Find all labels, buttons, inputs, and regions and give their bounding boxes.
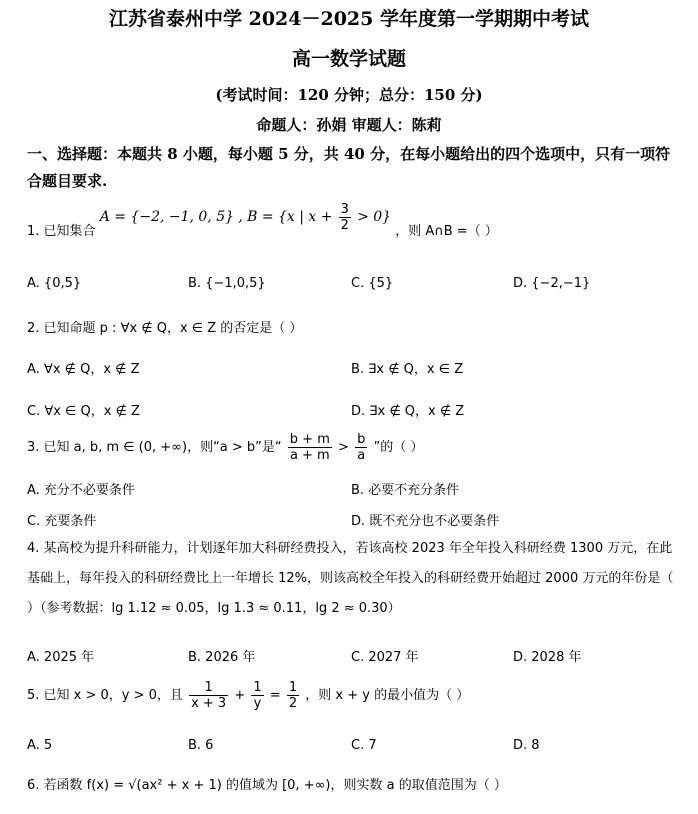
question-5-stem xyxy=(27,680,469,711)
q2-option-b: B. ∃x ∉ Q，x ∈ Z xyxy=(351,362,464,377)
question-4-stem: 4. 某高校为提升科研能力，计划逐年加大科研经费投入，若该高校 2023 年全年投入科研经费 1300 万元，在此基础上，每年投入的科研经费比上一年增长 12%，则该高校全年投入的科研经费开始超过 2000 万元的年份是（ ）（参考数据：lg 1.12 ≈ 0.05，lg 1.3 ≈ 0.11，lg 2 ≈ 0.30） xyxy=(27,541,674,616)
q1-prefix: 1. 已知集合 xyxy=(27,224,96,239)
q1-option-d: D. {−2,−1} xyxy=(513,276,591,291)
q1-set-b-rhs: > 0} xyxy=(357,209,392,225)
q1-option-a: A. {0,5} xyxy=(27,276,82,291)
q1-option-c: C. {5} xyxy=(351,276,394,291)
q5-option-c: C. 7 xyxy=(351,738,377,753)
q5-prefix: 5. 已知 x > 0，y > 0，且 xyxy=(27,688,183,703)
q4-option-c: C. 2027 年 xyxy=(351,650,419,665)
q3-frac2-den: a xyxy=(357,448,366,463)
exam-title: 江苏省泰州中学 2024－2025 学年度第一学期期中考试 xyxy=(109,8,589,30)
q5-plus: + xyxy=(234,688,246,703)
q1-frac-den: 2 xyxy=(340,218,349,233)
q5-fraction-2 xyxy=(251,680,263,711)
q5-f2-den: y xyxy=(253,696,262,711)
q5-option-d: D. 8 xyxy=(513,738,540,753)
q1-set-a: A = {−2, −1, 0, 5} xyxy=(99,209,235,225)
q1-set-b-lhs: , B = {x | x + xyxy=(238,209,333,225)
q3-option-a: A. 充分不必要条件 xyxy=(27,483,135,498)
q5-f2-num: 1 xyxy=(253,680,262,695)
q2-option-d: D. ∃x ∉ Q，x ∉ Z xyxy=(351,404,465,419)
exam-authors: 命题人：孙娟 审题人：陈莉 xyxy=(256,116,442,134)
question-1-stem xyxy=(27,202,498,247)
q3-gt: > xyxy=(338,440,349,455)
q1-frac-num: 3 xyxy=(340,202,349,217)
exam-subtitle: 高一数学试题 xyxy=(291,48,406,70)
q5-f3-num: 1 xyxy=(288,680,298,695)
question-2-stem: 2. 已知命题 p : ∀x ∉ Q，x ∈ Z 的否定是（ ） xyxy=(27,321,303,336)
q5-fraction-1 xyxy=(189,680,228,711)
q3-prefix: 3. 已知 a, b, m ∈ (0, +∞)，则“a > b”是“ xyxy=(27,440,282,455)
q5-f3-den: 2 xyxy=(288,696,298,711)
q4-option-b: B. 2026 年 xyxy=(188,650,256,665)
q3-option-d: D. 既不充分也不必要条件 xyxy=(351,514,500,529)
q3-option-b: B. 必要不充分条件 xyxy=(351,483,460,498)
q5-suffix: ，则 x + y 的最小值为（ ） xyxy=(305,688,470,703)
q1-option-b: B. {−1,0,5} xyxy=(188,276,266,291)
q2-option-c: C. ∀x ∈ Q，x ∉ Z xyxy=(27,404,140,419)
q4-option-a: A. 2025 年 xyxy=(27,650,95,665)
q1-suffix: ，则 A∩B =（ ） xyxy=(395,224,498,239)
q2-option-a: A. ∀x ∉ Q，x ∉ Z xyxy=(27,362,140,377)
q5-option-a: A. 5 xyxy=(27,738,53,753)
q3-frac1-den: a + m xyxy=(289,448,330,463)
question-6-stem: 6. 若函数 f(x) = √(ax² + x + 1) 的值域为 [0, +∞)，则实数 a 的取值范围为（ ） xyxy=(27,778,507,793)
exam-info: (考试时间：120 分钟；总分：150 分) xyxy=(215,86,483,104)
q5-option-b: B. 6 xyxy=(188,738,214,753)
q5-f1-num: 1 xyxy=(189,680,228,696)
q3-frac2-num: b xyxy=(357,432,366,447)
q3-fraction-2 xyxy=(355,432,367,463)
q5-fraction-3 xyxy=(287,680,299,711)
q3-fraction-1 xyxy=(288,432,332,463)
q3-suffix: ”的（ ） xyxy=(373,440,424,455)
q5-eq: = xyxy=(269,688,281,703)
q4-option-d: D. 2028 年 xyxy=(513,650,582,665)
q3-option-c: C. 充要条件 xyxy=(27,514,97,529)
q5-f1-den: x + 3 xyxy=(191,696,227,711)
question-3-stem xyxy=(27,432,423,463)
section-1-heading: 一、选择题：本题共 8 小题，每小题 5 分，共 40 分，在每小题给出的四个选项中，只有一项符合题目要求. xyxy=(27,145,671,190)
q1-fraction xyxy=(339,202,351,233)
q3-frac1-num: b + m xyxy=(289,432,330,447)
